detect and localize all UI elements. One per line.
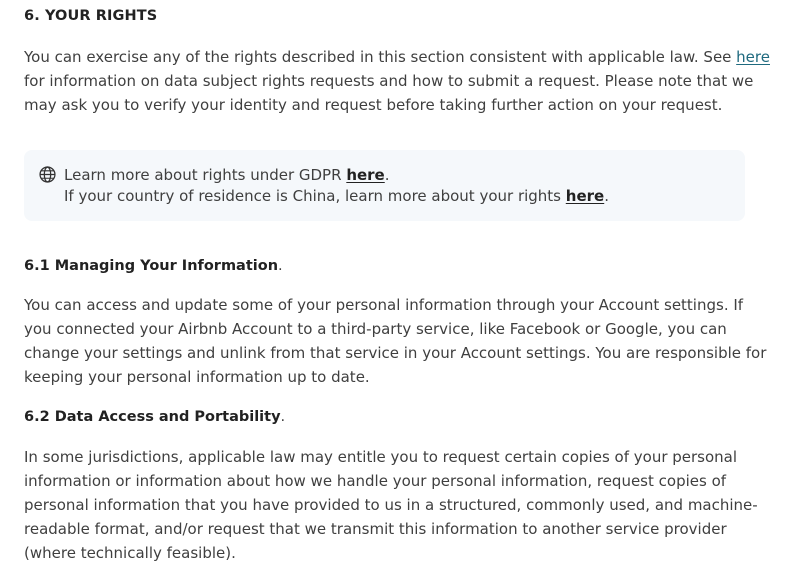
portability-line-4: readable format, and/or request that we transmit this information to another service provider bbox=[24, 520, 727, 538]
managing-line-3: change your settings and unlink from that service in your Account settings. You are responsible for bbox=[24, 344, 767, 362]
managing-line-4: keeping your personal information up to date. bbox=[24, 368, 370, 386]
portability-line-1: In some jurisdictions, applicable law may entitle you to request certain copies of your personal bbox=[24, 448, 738, 466]
managing-information-paragraph bbox=[24, 293, 767, 389]
intro-line-1: You can exercise any of the rights described in this section consistent with applicable law. See here bbox=[24, 48, 770, 66]
managing-line-1: You can access and update some of your personal information through your Account settings. If bbox=[24, 296, 744, 314]
portability-line-5: (where technically feasible). bbox=[24, 544, 236, 562]
managing-information-heading: 6.1 Managing Your Information. bbox=[24, 258, 283, 274]
intro-line-2: for information on data subject rights requests and how to submit a request. Please note that we bbox=[24, 72, 754, 90]
intro-line-3: may ask you to verify your identity and request before taking further action on your request. bbox=[24, 96, 723, 114]
section-title: 6. YOUR RIGHTS bbox=[24, 8, 158, 24]
portability-line-3: personal information that you have provided to us in a structured, commonly used, and machine- bbox=[24, 496, 758, 514]
gdpr-rights-line: Learn more about rights under GDPR here. bbox=[64, 166, 390, 184]
portability-line-2: information or information about how we handle your personal information, request copies of bbox=[24, 472, 727, 490]
gdpr-rights-link[interactable]: here bbox=[346, 166, 385, 184]
china-rights-link[interactable]: here bbox=[565, 187, 605, 205]
rights-info-callout bbox=[24, 150, 745, 221]
globe-icon bbox=[39, 166, 56, 183]
rights-intro-paragraph bbox=[24, 45, 770, 117]
china-rights-line: If your country of residence is China, learn more about your rights here. bbox=[64, 187, 609, 205]
managing-line-2: you connected your Airbnb Account to a third-party service, like Facebook or Google, you can bbox=[24, 320, 727, 338]
data-subject-rights-link[interactable]: here bbox=[736, 48, 770, 66]
data-access-portability-heading: 6.2 Data Access and Portability. bbox=[24, 409, 286, 425]
data-access-portability-paragraph bbox=[24, 445, 758, 565]
